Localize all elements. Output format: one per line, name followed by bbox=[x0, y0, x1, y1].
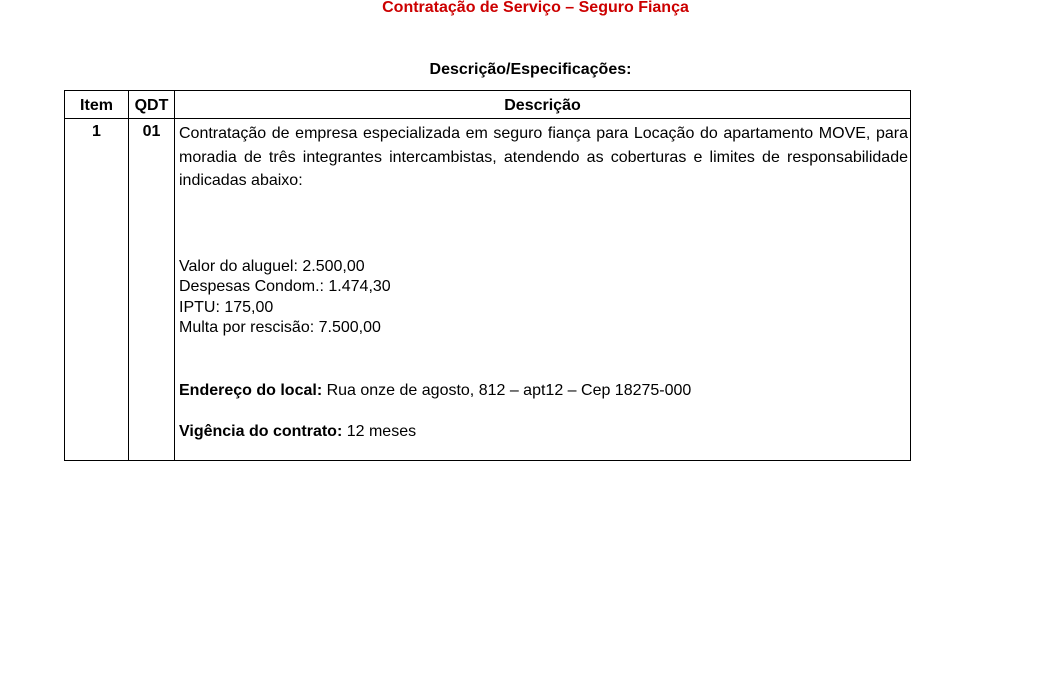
header-item: Item bbox=[65, 91, 129, 119]
row-item-number: 1 bbox=[65, 119, 129, 461]
document-title: Contratação de Serviço – Seguro Fiança bbox=[382, 0, 689, 16]
table-header-row bbox=[65, 91, 911, 119]
specification-table bbox=[64, 90, 911, 461]
value-rent: Valor do aluguel: 2.500,00 bbox=[179, 257, 365, 275]
value-termination-fine: Multa por rescisão: 7.500,00 bbox=[179, 319, 381, 336]
validity-line bbox=[179, 422, 908, 442]
value-iptu: IPTU: 175,00 bbox=[179, 298, 274, 316]
address-line bbox=[179, 381, 908, 401]
section-title: Descrição/Especificações: bbox=[429, 61, 632, 78]
table-row bbox=[65, 119, 911, 461]
row-description-cell bbox=[175, 119, 911, 461]
address-value: Rua onze de agosto, 812 – apt12 – Cep 18275-000 bbox=[322, 381, 692, 399]
row-quantity: 01 bbox=[129, 119, 175, 461]
coverage-values-list bbox=[179, 257, 908, 339]
header-qdt: QDT bbox=[129, 91, 175, 119]
validity-value: 12 meses bbox=[342, 422, 417, 440]
validity-label: Vigência do contrato: bbox=[179, 422, 343, 440]
service-description: Contratação de empresa especializada em seguro fiança para Locação do apartamento MOVE, para moradia de três integrantes intercambistas, atendendo as coberturas e limites de responsabilidade indicadas abaixo: bbox=[179, 125, 908, 189]
value-condo-fees: Despesas Condom.: 1.474,30 bbox=[179, 278, 391, 295]
address-label: Endereço do local: bbox=[179, 381, 323, 399]
header-descricao: Descrição bbox=[175, 91, 911, 119]
